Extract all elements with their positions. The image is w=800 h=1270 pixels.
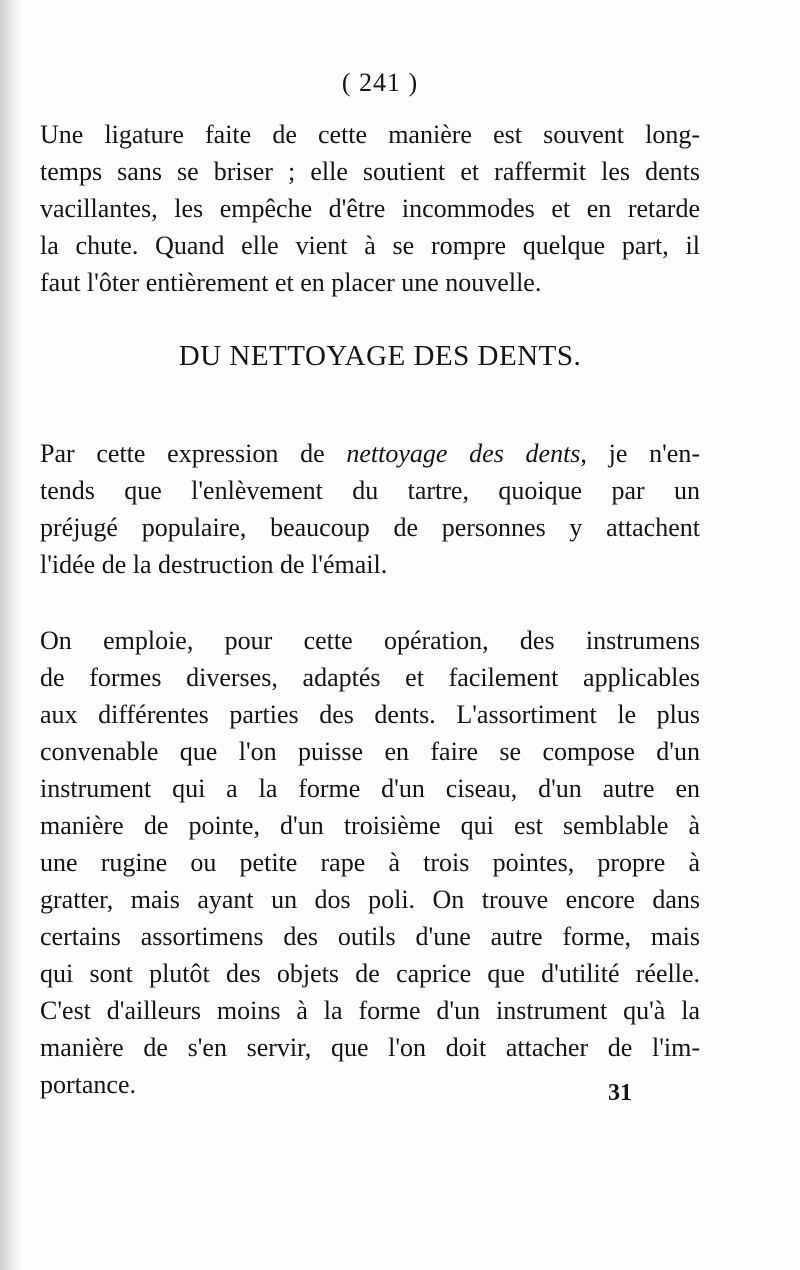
page-binding-edge	[0, 0, 22, 1270]
paragraph-2-italic-term: nettoyage des dents	[346, 439, 581, 468]
signature-mark: 31	[608, 1080, 632, 1106]
paragraph-3-line-3: aux différentes parties des dents. L'assortiment le plus	[40, 700, 700, 729]
paragraph-1-line-2: temps sans se briser ; elle soutient et raffermit les dents	[40, 157, 700, 186]
paragraph-3-line-10: qui sont plutôt des objets de caprice que d'utilité réelle.	[40, 959, 700, 988]
paragraph-1-line-1: Une ligature faite de cette manière est souvent long-	[40, 120, 700, 149]
paragraph-2-line-4: l'idée de la destruction de l'émail.	[40, 550, 388, 579]
paragraph-3-line-12: manière de s'en servir, que l'on doit attacher de l'im-	[40, 1033, 700, 1062]
section-heading: DU NETTOYAGE DES DENTS.	[178, 340, 582, 372]
paragraph-1-line-5: faut l'ôter entièrement et en placer une nouvelle.	[40, 268, 542, 297]
paragraph-3-line-6: manière de pointe, d'un troisième qui est semblable à	[40, 811, 700, 840]
paragraph-3-line-5: instrument qui a la forme d'un ciseau, d'un autre en	[40, 774, 700, 803]
paragraph-2-line-2: tends que l'enlèvement du tartre, quoique par un	[40, 476, 700, 505]
paragraph-3-line-7: une rugine ou petite rape à trois pointes, propre à	[40, 848, 700, 877]
paragraph-2-line-1	[40, 437, 700, 471]
paragraph-3-line-11: C'est d'ailleurs moins à la forme d'un instrument qu'à la	[40, 996, 700, 1025]
paragraph-3-line-9: certains assortimens des outils d'une autre forme, mais	[40, 922, 700, 951]
paragraph-1-line-4: la chute. Quand elle vient à se rompre quelque part, il	[40, 231, 700, 260]
paragraph-3-line-13: portance.	[40, 1070, 137, 1099]
paragraph-2-line-1-end: , je n'en-	[580, 439, 701, 468]
paragraph-3-line-8: gratter, mais ayant un dos poli. On trouve encore dans	[40, 885, 700, 914]
paragraph-2-line-3: préjugé populaire, beaucoup de personnes y attachent	[40, 513, 700, 542]
paragraph-1-line-3: vacillantes, les empêche d'être incommodes et en retarde	[40, 194, 700, 223]
paragraph-3-line-4: convenable que l'on puisse en faire se compose d'un	[40, 737, 700, 766]
paragraph-2-line-1-start: Par cette expression de	[40, 439, 347, 468]
paragraph-3-line-2: de formes diverses, adaptés et facilement applicables	[40, 663, 700, 692]
page-number: ( 241 )	[341, 68, 419, 97]
paragraph-3-line-1: On emploie, pour cette opération, des instrumens	[40, 626, 700, 655]
